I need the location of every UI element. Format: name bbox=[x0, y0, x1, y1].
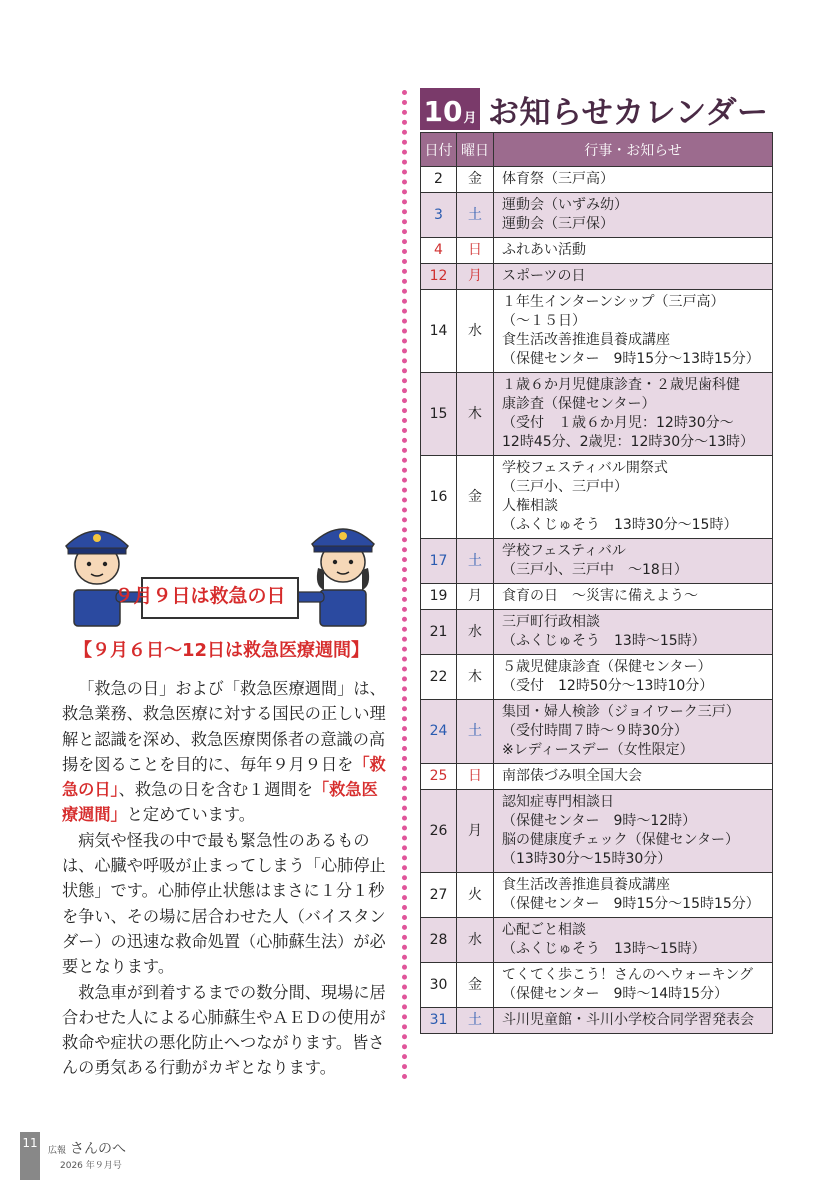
calendar-date: 3 bbox=[421, 193, 457, 238]
calendar-weekday: 月 bbox=[457, 264, 494, 290]
event-line: （保健センター 9時～12時） bbox=[502, 813, 697, 829]
calendar-date: 12 bbox=[421, 264, 457, 290]
calendar-row bbox=[421, 238, 773, 264]
banner-text: ９月９日は救急の日 bbox=[114, 585, 286, 607]
event-line: 体育祭（三戸高） bbox=[502, 171, 614, 187]
calendar-event bbox=[494, 963, 773, 1008]
calendar-row bbox=[421, 167, 773, 193]
calendar-row bbox=[421, 1008, 773, 1034]
para1-text-b: 、救急の日を含む１週間を bbox=[118, 780, 313, 800]
article-paragraph-1 bbox=[62, 676, 388, 828]
calendar-row bbox=[421, 539, 773, 584]
event-line: （～１５日） bbox=[502, 313, 586, 329]
header-date: 日付 bbox=[421, 133, 457, 167]
footer-issue: 2026 年９月号 bbox=[60, 1161, 122, 1171]
month-number: 10 bbox=[423, 95, 463, 128]
calendar-row bbox=[421, 700, 773, 764]
calendar-event bbox=[494, 373, 773, 456]
calendar-date: 24 bbox=[421, 700, 457, 764]
event-line: 認知症専門相談日 bbox=[502, 794, 614, 810]
event-line: 三戸町行政相談 bbox=[502, 614, 600, 630]
article-paragraph-3: 救急車が到着するまでの数分間、現場に居合わせた人による心肺蘇生やＡＥＤの使用が救命や症状の悪化防止へつながります。皆さんの勇気ある行動がカギとなります。 bbox=[62, 982, 386, 1078]
event-line: 食生活改善推進員養成講座 bbox=[502, 332, 670, 348]
calendar-date: 19 bbox=[421, 584, 457, 610]
calendar-weekday: 金 bbox=[457, 167, 494, 193]
event-line: てくてく歩こう！さんのへウォーキング bbox=[502, 967, 754, 983]
calendar-weekday: 水 bbox=[457, 290, 494, 373]
event-line: ５歳児健康診査（保健センター） bbox=[502, 659, 712, 675]
calendar-weekday: 土 bbox=[457, 1008, 494, 1034]
calendar-date: 4 bbox=[421, 238, 457, 264]
calendar-weekday: 水 bbox=[457, 918, 494, 963]
calendar-event bbox=[494, 873, 773, 918]
calendar-weekday: 土 bbox=[457, 193, 494, 238]
header-event: 行事・お知らせ bbox=[494, 133, 773, 167]
footer-brand-small: 広報 bbox=[48, 1146, 67, 1156]
calendar-row bbox=[421, 918, 773, 963]
article-subheading: 【９月６日～12日は救急医療週間】 bbox=[74, 640, 370, 661]
calendar-event bbox=[494, 290, 773, 373]
calendar-event bbox=[494, 456, 773, 539]
event-line: 食育の日 ～災害に備えよう～ bbox=[502, 588, 698, 604]
calendar-event bbox=[494, 764, 773, 790]
event-line: 運動会（いずみ幼） bbox=[502, 197, 628, 213]
event-line: 斗川児童館・斗川小学校合同学習発表会 bbox=[502, 1012, 754, 1028]
calendar-weekday: 月 bbox=[457, 790, 494, 873]
calendar-date: 17 bbox=[421, 539, 457, 584]
calendar-weekday: 日 bbox=[457, 238, 494, 264]
para1-highlight-kyukyu-week: 「救急医療週間」 bbox=[62, 780, 378, 825]
calendar-date: 25 bbox=[421, 764, 457, 790]
para1-text-c: と定めています。 bbox=[126, 805, 255, 825]
calendar-date: 26 bbox=[421, 790, 457, 873]
event-line: （三戸小、三戸中 ～18日） bbox=[502, 562, 688, 578]
event-line: 学校フェスティバル bbox=[502, 543, 626, 559]
event-line: （受付 12時50分～13時10分） bbox=[502, 678, 714, 694]
header-weekday: 曜日 bbox=[457, 133, 494, 167]
calendar-row bbox=[421, 873, 773, 918]
calendar-row bbox=[421, 790, 773, 873]
calendar-weekday: 木 bbox=[457, 655, 494, 700]
calendar-date: 21 bbox=[421, 610, 457, 655]
event-line: ※レディースデー（女性限定） bbox=[502, 742, 694, 758]
calendar-weekday: 土 bbox=[457, 539, 494, 584]
calendar-body bbox=[421, 167, 773, 1034]
calendar-title: お知らせカレンダー bbox=[488, 94, 769, 131]
calendar-event bbox=[494, 264, 773, 290]
event-line: 12時45分、2歳児：12時30分～13時） bbox=[502, 434, 754, 450]
dotted-divider bbox=[402, 90, 407, 1080]
event-line: ふれあい活動 bbox=[502, 242, 586, 258]
calendar-weekday: 月 bbox=[457, 584, 494, 610]
event-line: （保健センター 9時15分～13時15分） bbox=[502, 351, 760, 367]
calendar-event bbox=[494, 193, 773, 238]
calendar-row bbox=[421, 373, 773, 456]
calendar-weekday: 土 bbox=[457, 700, 494, 764]
event-line: １歳６か月児健康診査・２歳児歯科健 bbox=[502, 377, 740, 393]
event-line: スポーツの日 bbox=[502, 268, 586, 284]
calendar-row bbox=[421, 610, 773, 655]
article-paragraph-2: 病気や怪我の中で最も緊急性のあるものは、心臓や呼吸が止まってしまう「心肺停止状態」です。心肺停止状態はまさに１分１秒を争い、その場に居合わせた人（バイスタンダー）の迅速な救命処置（心肺蘇生法）が必要となります。 bbox=[62, 830, 386, 977]
calendar-event bbox=[494, 1008, 773, 1034]
event-line: 心配ごと相談 bbox=[502, 922, 586, 938]
event-line: 脳の健康度チェック（保健センター） bbox=[502, 832, 740, 848]
calendar-date: 15 bbox=[421, 373, 457, 456]
event-line: （受付時間７時～９時30分） bbox=[502, 723, 688, 739]
calendar-date: 14 bbox=[421, 290, 457, 373]
event-line: （三戸小、三戸中） bbox=[502, 479, 628, 495]
event-line: 食生活改善推進員養成講座 bbox=[502, 877, 670, 893]
calendar-event bbox=[494, 700, 773, 764]
footer-brand-name: さんのへ bbox=[70, 1141, 127, 1157]
calendar-row bbox=[421, 264, 773, 290]
calendar-date: 27 bbox=[421, 873, 457, 918]
event-line: 南部俵づみ唄全国大会 bbox=[502, 768, 642, 784]
calendar-event bbox=[494, 918, 773, 963]
calendar-event bbox=[494, 238, 773, 264]
calendar-weekday: 金 bbox=[457, 963, 494, 1008]
calendar-event bbox=[494, 790, 773, 873]
calendar-weekday: 日 bbox=[457, 764, 494, 790]
calendar-row bbox=[421, 290, 773, 373]
calendar-date: 28 bbox=[421, 918, 457, 963]
calendar-event bbox=[494, 539, 773, 584]
event-line: 人権相談 bbox=[502, 498, 558, 514]
calendar-date: 16 bbox=[421, 456, 457, 539]
event-line: 学校フェスティバル開祭式 bbox=[502, 460, 668, 476]
calendar-weekday: 木 bbox=[457, 373, 494, 456]
month-suffix: 月 bbox=[463, 111, 477, 126]
event-line: （受付 １歳６か月児：12時30分～ bbox=[502, 415, 734, 431]
event-line: 運動会（三戸保） bbox=[502, 216, 614, 232]
calendar-row bbox=[421, 764, 773, 790]
calendar-date: 2 bbox=[421, 167, 457, 193]
calendar-weekday: 金 bbox=[457, 456, 494, 539]
event-line: （ふくじゅそう 13時～15時） bbox=[502, 941, 706, 957]
right-officer-icon bbox=[294, 529, 374, 626]
article-body bbox=[62, 676, 388, 1081]
month-badge bbox=[420, 88, 480, 130]
calendar-event bbox=[494, 655, 773, 700]
calendar-row bbox=[421, 456, 773, 539]
event-line: （13時30分～15時30分） bbox=[502, 851, 672, 867]
calendar-table bbox=[420, 132, 773, 1034]
footer-brand bbox=[48, 1138, 126, 1158]
calendar-header-row bbox=[421, 133, 773, 167]
event-line: 康診査（保健センター） bbox=[502, 396, 656, 412]
calendar-date: 22 bbox=[421, 655, 457, 700]
event-line: （ふくじゅそう 13時～15時） bbox=[502, 633, 706, 649]
event-line: （保健センター 9時～14時15分） bbox=[502, 986, 728, 1002]
page-number: 11 bbox=[20, 1132, 40, 1180]
calendar-row bbox=[421, 193, 773, 238]
event-line: 集団・婦人検診（ジョイワーク三戸） bbox=[502, 704, 740, 720]
calendar-row bbox=[421, 655, 773, 700]
calendar-event bbox=[494, 167, 773, 193]
para1-highlight-kyukyu-day: 「救急の日」 bbox=[62, 754, 386, 800]
calendar-event bbox=[494, 584, 773, 610]
event-line: （ふくじゅそう 13時30分～15時） bbox=[502, 517, 738, 533]
calendar-header bbox=[420, 88, 772, 130]
event-line: （保健センター 9時15分～15時15分） bbox=[502, 896, 760, 912]
calendar-event bbox=[494, 610, 773, 655]
calendar-date: 30 bbox=[421, 963, 457, 1008]
para1-text-a: 「救急の日」および「救急医療週間」は、救急業務、救急医療に対する国民の正しい理解と認識を深め、救急医療関係者の意識の高揚を図ることを目的に、毎年９月９日を bbox=[62, 679, 386, 774]
calendar-date: 31 bbox=[421, 1008, 457, 1034]
calendar-weekday: 水 bbox=[457, 610, 494, 655]
calendar-row bbox=[421, 963, 773, 1008]
calendar-weekday: 火 bbox=[457, 873, 494, 918]
calendar-row bbox=[421, 584, 773, 610]
event-line: １年生インターンシップ（三戸高） bbox=[502, 294, 725, 310]
